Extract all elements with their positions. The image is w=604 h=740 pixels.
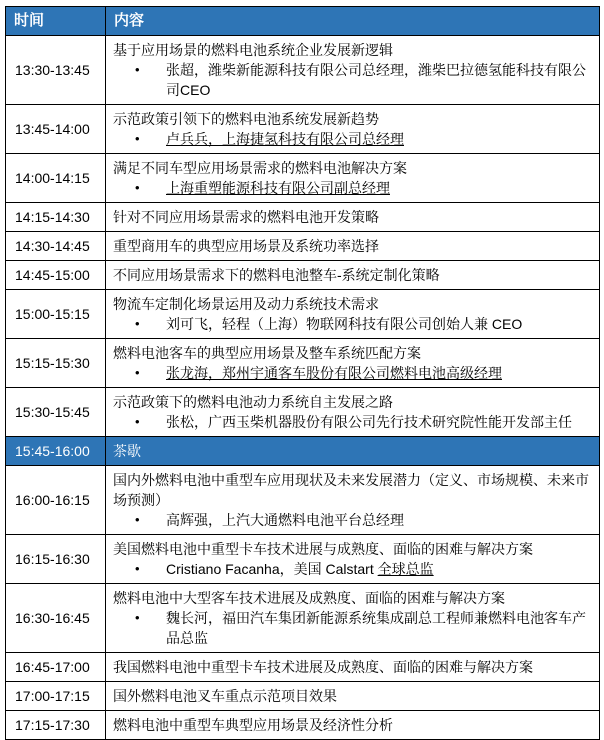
content-cell <box>106 682 600 711</box>
session-title: 国内外燃料电池中重型车应用现状及未来发展潜力（定义、市场规模、未来市场预测） <box>113 472 589 508</box>
session-title: 针对不同应用场景需求的燃料电池开发策略 <box>113 209 379 225</box>
content-cell <box>106 466 600 535</box>
speaker-text-plain: 张松，广西玉柴机器股份有限公司先行技术研究院性能开发部主任 <box>166 414 572 430</box>
speaker-bullet <box>113 608 591 648</box>
session-title: 燃料电池中大型客车技术进展及成熟度、面临的困难与解决方案 <box>113 590 505 606</box>
time-cell: 16:15-16:30 <box>6 535 106 584</box>
session-title: 示范政策引领下的燃料电池系统发展新趋势 <box>113 111 379 127</box>
bullet-icon: • <box>135 414 140 429</box>
content-cell <box>106 203 600 232</box>
table-row <box>6 290 600 339</box>
time-cell: 13:30-13:45 <box>6 36 106 105</box>
speaker-bullet <box>113 363 591 383</box>
table-row <box>6 388 600 437</box>
bullet-icon: • <box>135 131 140 146</box>
table-row <box>6 36 600 105</box>
time-cell: 16:30-16:45 <box>6 584 106 653</box>
speaker-bullet <box>113 510 591 530</box>
tea-break-row <box>6 437 600 466</box>
speaker-text-underlined: 卢兵兵，上海捷氢科技有限公司总经理 <box>166 131 404 147</box>
speaker-text <box>166 129 591 149</box>
content-cell <box>106 36 600 105</box>
time-cell: 15:30-15:45 <box>6 388 106 437</box>
agenda-table <box>5 6 600 740</box>
time-cell: 14:45-15:00 <box>6 261 106 290</box>
session-title: 燃料电池中重型车典型应用场景及经济性分析 <box>113 717 393 733</box>
table-row <box>6 232 600 261</box>
speaker-text-plain: 高辉强，上汽大通燃料电池平台总经理 <box>166 512 404 528</box>
content-cell <box>106 653 600 682</box>
table-row <box>6 584 600 653</box>
table-row <box>6 261 600 290</box>
speaker-bullet <box>113 412 591 432</box>
bullet-icon: • <box>135 365 140 380</box>
table-row <box>6 711 600 740</box>
session-title: 我国燃料电池中重型卡车技术进展及成熟度、面临的困难与解决方案 <box>113 659 533 675</box>
tea-break-label: 茶歇 <box>113 443 141 459</box>
content-cell <box>106 261 600 290</box>
session-title: 不同应用场景需求下的燃料电池整车-系统定制化策略 <box>113 267 440 283</box>
table-row <box>6 682 600 711</box>
table-row <box>6 535 600 584</box>
speaker-text <box>166 60 591 100</box>
session-title: 重型商用车的典型应用场景及系统功率选择 <box>113 238 379 254</box>
speaker-text-plain: Cristiano Facanha，美国 Calstart <box>166 561 378 577</box>
content-cell <box>106 290 600 339</box>
speaker-text-plain: 魏长河，福田汽车集团新能源系统集成副总工程师兼燃料电池客车产品总监 <box>166 610 586 646</box>
content-cell <box>106 535 600 584</box>
content-cell <box>106 232 600 261</box>
speaker-text <box>166 559 591 579</box>
content-cell <box>106 154 600 203</box>
speaker-text <box>166 363 591 383</box>
speaker-bullet <box>113 314 591 334</box>
bullet-icon: • <box>135 610 140 625</box>
session-title: 燃料电池客车的典型应用场景及整车系统匹配方案 <box>113 345 421 361</box>
time-cell: 15:15-15:30 <box>6 339 106 388</box>
table-row <box>6 105 600 154</box>
session-title: 物流车定制化场景运用及动力系统技术需求 <box>113 296 379 312</box>
table-row <box>6 154 600 203</box>
content-cell <box>106 388 600 437</box>
speaker-text-underlined: 全球总监 <box>377 561 434 577</box>
speaker-text <box>166 510 591 530</box>
time-cell: 15:45-16:00 <box>6 437 106 466</box>
header-cell-time: 时间 <box>6 7 106 36</box>
content-cell <box>106 711 600 740</box>
time-cell: 16:00-16:15 <box>6 466 106 535</box>
time-cell: 15:00-15:15 <box>6 290 106 339</box>
bullet-icon: • <box>135 561 140 576</box>
header-row <box>6 7 600 36</box>
speaker-bullet <box>113 178 591 198</box>
time-cell: 14:30-14:45 <box>6 232 106 261</box>
speaker-bullet <box>113 60 591 100</box>
content-cell <box>106 437 600 466</box>
time-cell: 13:45-14:00 <box>6 105 106 154</box>
speaker-text <box>166 412 591 432</box>
content-cell <box>106 105 600 154</box>
speaker-bullet <box>113 559 591 579</box>
speaker-text-underlined: 张龙海，郑州宇通客车股份有限公司燃料电池高级经理 <box>166 365 502 381</box>
bullet-icon: • <box>135 180 140 195</box>
speaker-text <box>166 608 591 648</box>
time-cell: 16:45-17:00 <box>6 653 106 682</box>
time-cell: 14:15-14:30 <box>6 203 106 232</box>
bullet-icon: • <box>135 512 140 527</box>
speaker-text-plain: 张超，潍柴新能源科技有限公司总经理，潍柴巴拉德氢能科技有限公司CEO <box>166 62 586 98</box>
session-title: 基于应用场景的燃料电池系统企业发展新逻辑 <box>113 42 393 58</box>
table-row <box>6 466 600 535</box>
bullet-icon: • <box>135 62 140 77</box>
time-cell: 17:15-17:30 <box>6 711 106 740</box>
session-title: 示范政策下的燃料电池动力系统自主发展之路 <box>113 394 393 410</box>
session-title: 国外燃料电池叉车重点示范项目效果 <box>113 688 337 704</box>
bullet-icon: • <box>135 316 140 331</box>
speaker-text-underlined: 上海重塑能源科技有限公司副总经理 <box>166 180 390 196</box>
table-row <box>6 653 600 682</box>
speaker-text <box>166 314 591 334</box>
time-cell: 17:00-17:15 <box>6 682 106 711</box>
speaker-text <box>166 178 591 198</box>
header-cell-content: 内容 <box>106 7 600 36</box>
speaker-bullet <box>113 129 591 149</box>
content-cell <box>106 584 600 653</box>
time-cell: 14:00-14:15 <box>6 154 106 203</box>
speaker-text-plain: 刘可飞，轻程（上海）物联网科技有限公司创始人兼 CEO <box>166 316 523 332</box>
session-title: 美国燃料电池中重型卡车技术进展与成熟度、面临的困难与解决方案 <box>113 541 533 557</box>
table-row <box>6 339 600 388</box>
session-title: 满足不同车型应用场景需求的燃料电池解决方案 <box>113 160 407 176</box>
content-cell <box>106 339 600 388</box>
table-row <box>6 203 600 232</box>
